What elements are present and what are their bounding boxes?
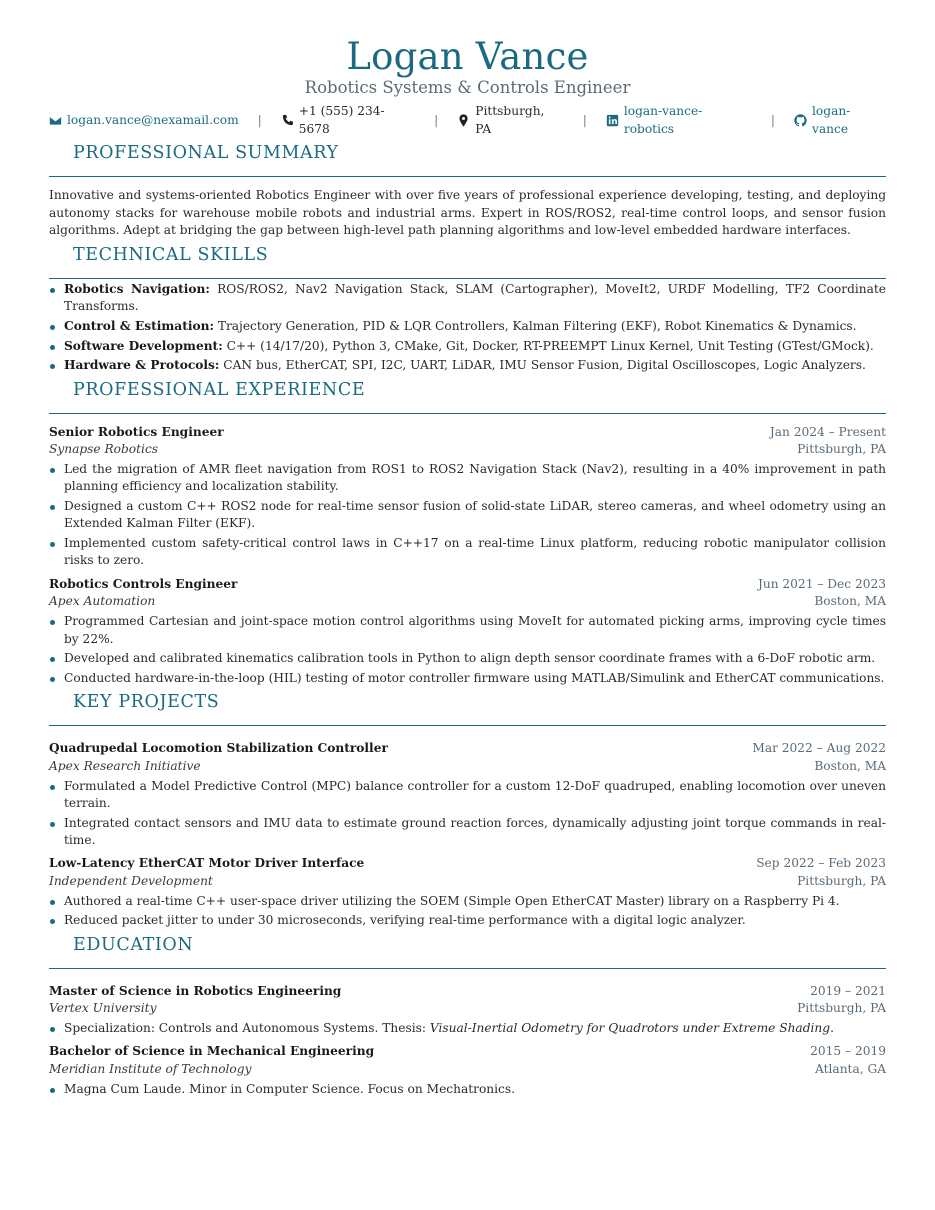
projects-section — [49, 691, 886, 930]
job-dates: Jun 2021 – Dec 2023 — [757, 576, 886, 591]
project-org: Apex Research Initiative — [49, 758, 201, 773]
contact-separator: | — [434, 113, 439, 127]
education-note: Magna Cum Laude. Minor in Computer Science. Focus on Mechatronics. — [49, 1081, 886, 1098]
school-name: Meridian Institute of Technology — [49, 1062, 252, 1077]
project-entry — [49, 740, 886, 849]
project-name: Quadrupedal Locomotion Stabilization Controller — [49, 741, 388, 756]
skills-list — [49, 281, 886, 375]
skill-label: Robotics Navigation: — [64, 281, 210, 296]
skill-label: Software Development: — [64, 338, 223, 353]
education-entry — [49, 983, 886, 1038]
project-bullet: Formulated a Model Predictive Control (MPC) balance controller for a custom 12-DoF quadruped, enabling locomotion over uneven terrain. — [49, 778, 886, 813]
contact-linkedin[interactable] — [606, 102, 752, 138]
project-bullet: Authored a real-time C++ user-space driver utilizing the SOEM (Simple Open EtherCAT Master) library on a Raspberry Pi 4. — [49, 893, 886, 910]
job-bullet: Implemented custom safety-critical control laws in C++17 on a real-time Linux platform, reducing robotic manipulator collision risks to zero. — [49, 535, 886, 570]
summary-heading: PROFESSIONAL SUMMARY — [49, 142, 886, 177]
job-bullet: Programmed Cartesian and joint-space motion control algorithms using MoveIt for automated picking arms, improving cycle times by 22%. — [49, 613, 886, 648]
project-bullets — [49, 778, 886, 850]
project-name: Low-Latency EtherCAT Motor Driver Interface — [49, 856, 365, 871]
envelope-icon — [49, 114, 62, 127]
projects-heading: KEY PROJECTS — [49, 691, 886, 726]
skills-heading: TECHNICAL SKILLS — [49, 244, 886, 279]
school-name: Vertex University — [49, 1001, 157, 1016]
skill-item — [49, 281, 886, 316]
degree-dates: 2019 – 2021 — [810, 983, 886, 998]
project-bullet: Reduced packet jitter to under 30 microseconds, verifying real-time performance with a digital logic analyzer. — [49, 912, 886, 929]
job-entry — [49, 424, 886, 570]
job-dates: Jan 2024 – Present — [769, 424, 886, 439]
candidate-title: Robotics Systems & Controls Engineer — [304, 78, 631, 97]
project-org: Independent Development — [49, 873, 213, 888]
location-text: Pittsburgh, PA — [475, 104, 545, 136]
degree-name: Bachelor of Science in Mechanical Engineering — [49, 1044, 375, 1059]
degree-dates: 2015 – 2019 — [810, 1044, 886, 1059]
job-location: Pittsburgh, PA — [797, 442, 886, 457]
job-role: Robotics Controls Engineer — [49, 576, 238, 591]
project-dates: Mar 2022 – Aug 2022 — [752, 741, 886, 756]
skill-text: Trajectory Generation, PID & LQR Controllers, Kalman Filtering (EKF), Robot Kinematics & Dynamics. — [217, 318, 857, 333]
contact-github[interactable] — [794, 102, 886, 138]
skill-text: ROS/ROS2, Nav2 Navigation Stack, SLAM (Cartographer), MoveIt2, URDF Modelling, TF2 Coordinate Transforms. — [64, 281, 887, 314]
contact-bar — [49, 102, 886, 138]
job-role: Senior Robotics Engineer — [49, 424, 224, 439]
experience-section — [49, 379, 886, 688]
education-section — [49, 934, 886, 1099]
project-bullets — [49, 893, 886, 930]
job-entry — [49, 576, 886, 687]
skills-section — [49, 244, 886, 375]
candidate-name: Logan Vance — [346, 35, 589, 78]
contact-separator: | — [770, 113, 776, 127]
contact-location — [457, 102, 564, 138]
contact-email[interactable] — [49, 111, 239, 129]
phone-number: +1 (555) 234-5678 — [298, 104, 385, 136]
education-heading: EDUCATION — [49, 934, 886, 969]
skill-item — [49, 318, 886, 335]
github-link[interactable]: logan-vance — [812, 104, 851, 136]
job-org: Apex Automation — [49, 594, 156, 609]
school-location: Atlanta, GA — [815, 1062, 886, 1077]
github-icon — [794, 114, 807, 127]
job-bullet: Led the migration of AMR fleet navigation from ROS1 to ROS2 Navigation Stack (Nav2), resulting in a 40% improvement in path planning efficiency and localization stability. — [49, 461, 886, 496]
job-bullet: Designed a custom C++ ROS2 node for real-time sensor fusion of solid-state LiDAR, stereo cameras, and wheel odometry using an Extended Kalman Filter (EKF). — [49, 498, 886, 533]
project-location: Boston, MA — [814, 758, 886, 773]
summary-section — [49, 142, 886, 240]
linkedin-link[interactable]: logan-vance-robotics — [623, 104, 703, 136]
note-prefix: Specialization: Controls and Autonomous Systems. Thesis: — [64, 1021, 430, 1036]
skill-label: Hardware & Protocols: — [64, 358, 220, 373]
skill-item — [49, 338, 886, 355]
project-location: Pittsburgh, PA — [797, 873, 886, 888]
contact-phone — [281, 102, 415, 138]
map-marker-icon — [457, 114, 470, 127]
degree-name: Master of Science in Robotics Engineering — [49, 983, 342, 998]
skill-label: Control & Estimation: — [64, 318, 214, 333]
skill-text: C++ (14/17/20), Python 3, CMake, Git, Docker, RT-PREEMPT Linux Kernel, Unit Testing (GTest/GMock). — [226, 338, 874, 353]
email-link[interactable]: logan.vance@nexamail.com — [67, 113, 239, 127]
experience-heading: PROFESSIONAL EXPERIENCE — [49, 379, 886, 414]
linkedin-icon — [606, 114, 619, 127]
education-note — [49, 1020, 886, 1037]
job-bullet: Conducted hardware-in-the-loop (HIL) testing of motor controller firmware using MATLAB/Simulink and EtherCAT communications. — [49, 670, 886, 687]
job-bullets — [49, 461, 886, 570]
thesis-title: Visual-Inertial Odometry for Quadrotors under Extreme Shading — [429, 1021, 831, 1036]
education-entry — [49, 1043, 886, 1098]
education-bullets — [49, 1020, 886, 1037]
phone-icon — [281, 114, 294, 127]
job-location: Boston, MA — [814, 594, 886, 609]
skill-text: CAN bus, EtherCAT, SPI, I2C, UART, LiDAR, IMU Sensor Fusion, Digital Oscilloscopes, Logic Analyzers. — [223, 358, 866, 373]
job-bullets — [49, 613, 886, 687]
job-org: Synapse Robotics — [49, 442, 159, 457]
summary-text: Innovative and systems-oriented Robotics Engineer with over five years of professional experience developing, testing, and deploying autonomy stacks for warehouse mobile robots and industrial arms. Expert in ROS/ROS2, real-time control loops, and sensor fusion algorithms. Adept at bridging the gap between high-level path planning algorithms and low-level embedded hardware interfaces. — [49, 188, 886, 238]
project-bullet: Integrated contact sensors and IMU data to estimate ground reaction forces, dynamically adjusting joint torque commands in real-time. — [49, 815, 886, 850]
contact-separator: | — [257, 113, 262, 127]
skill-item — [49, 357, 886, 374]
contact-separator: | — [582, 113, 587, 127]
education-bullets — [49, 1081, 886, 1098]
project-entry — [49, 855, 886, 929]
project-dates: Sep 2022 – Feb 2023 — [756, 856, 886, 871]
job-bullet: Developed and calibrated kinematics calibration tools in Python to align depth sensor coordinate frames with a 6-DoF robotic arm. — [49, 650, 886, 667]
resume-page — [49, 36, 886, 1098]
school-location: Pittsburgh, PA — [797, 1001, 886, 1016]
note-suffix: . — [830, 1021, 834, 1036]
